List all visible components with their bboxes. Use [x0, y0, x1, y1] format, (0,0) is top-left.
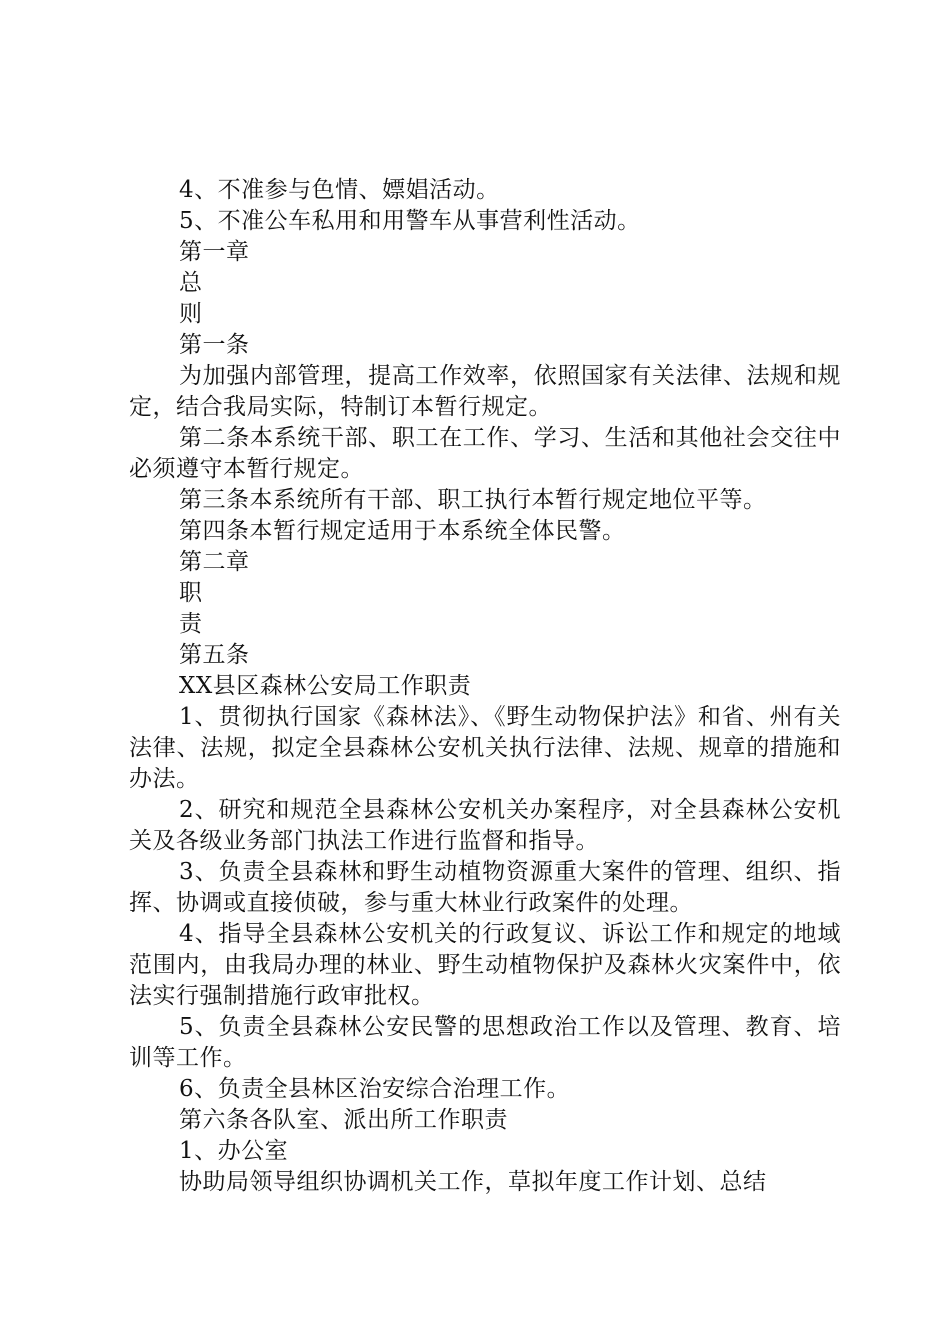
paragraph: 4、指导全县森林公安机关的行政复议、诉讼工作和规定的地域范围内，由我局办理的林业、野生动植物保护及森林火灾案件中，依法实行强制措施行政审批权。 [129, 921, 841, 1009]
chapter-title-char: 责 [179, 611, 203, 637]
paragraph: 第六条各队室、派出所工作职责 [179, 1107, 508, 1133]
paragraph: 6、负责全县林区治安综合治理工作。 [179, 1076, 571, 1102]
chapter-heading: 第一章 [179, 239, 250, 265]
paragraph: 1、办公室 [179, 1138, 289, 1164]
article-heading: 第一条 [179, 332, 250, 358]
paragraph: 2、研究和规范全县森林公安机关办案程序，对全县森林公安机关及各级业务部门执法工作进行监督和指导。 [129, 797, 841, 854]
chapter-title-char: 则 [179, 301, 203, 327]
article-heading: 第五条 [179, 642, 250, 668]
chapter-heading: 第二章 [179, 549, 250, 575]
paragraph: 4、不准参与色情、嫖娼活动。 [179, 177, 500, 203]
paragraph: 第二条本系统干部、职工在工作、学习、生活和其他社会交往中必须遵守本暂行规定。 [129, 425, 841, 482]
paragraph: 1、贯彻执行国家《森林法》、《野生动物保护法》和省、州有关法律、法规，拟定全县森林公安机关执行法律、法规、规章的措施和办法。 [129, 704, 841, 792]
paragraph: 协助局领导组织协调机关工作，草拟年度工作计划、总结 [179, 1169, 767, 1195]
document-body [129, 175, 841, 1198]
chapter-title-char: 职 [179, 580, 203, 606]
paragraph: 5、不准公车私用和用警车从事营利性活动。 [179, 208, 641, 234]
chapter-title-char: 总 [179, 270, 203, 296]
paragraph: 3、负责全县森林和野生动植物资源重大案件的管理、组织、指挥、协调或直接侦破，参与重大林业行政案件的处理。 [129, 859, 841, 916]
paragraph: 5、负责全县森林公安民警的思想政治工作以及管理、教育、培训等工作。 [129, 1014, 841, 1071]
paragraph: 为加强内部管理，提高工作效率，依照国家有关法律、法规和规定，结合我局实际，特制订本暂行规定。 [129, 363, 841, 420]
paragraph: 第三条本系统所有干部、职工执行本暂行规定地位平等。 [179, 487, 767, 513]
paragraph: 第四条本暂行规定适用于本系统全体民警。 [179, 518, 626, 544]
paragraph: XX县区森林公安局工作职责 [179, 673, 472, 699]
